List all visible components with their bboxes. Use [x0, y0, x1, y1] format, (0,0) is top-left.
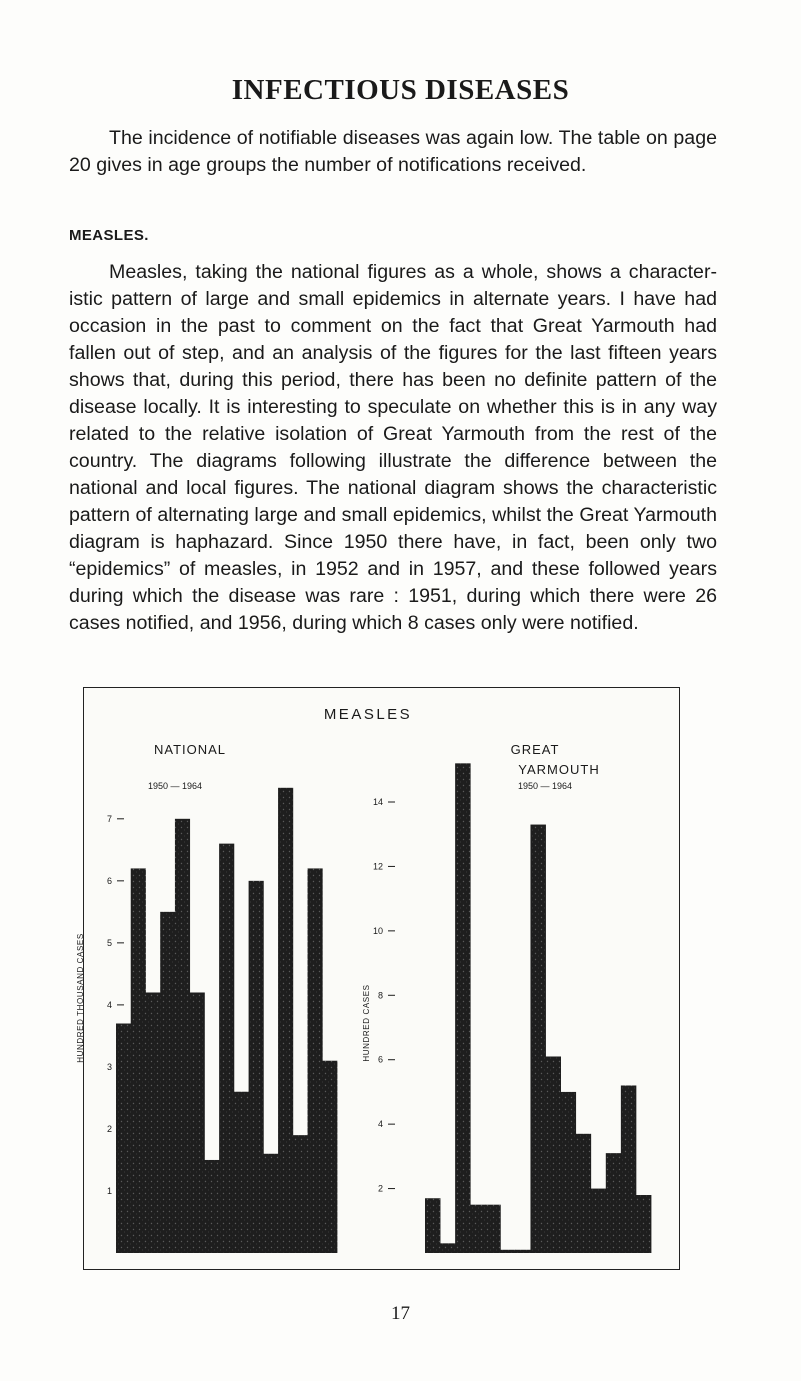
gy-bar-1959 — [561, 1092, 576, 1253]
gy-tick-label-10: 10 — [372, 925, 383, 936]
gy-chart-title-line1: GREAT — [510, 742, 560, 757]
national-tick-label-7: 7 — [106, 813, 112, 824]
national-bar-1955 — [190, 992, 205, 1253]
gy-bar-1951 — [440, 1243, 455, 1253]
national-bar-1951 — [131, 868, 146, 1253]
national-bar-1953 — [160, 912, 175, 1253]
national-tick-label-3: 3 — [106, 1061, 112, 1072]
gy-chart-title-line2: YARMOUTH — [518, 762, 600, 777]
gy-bar-1956 — [515, 1250, 530, 1253]
gy-bar-1963 — [621, 1085, 636, 1253]
gy-bar-1960 — [576, 1134, 591, 1253]
page-number: 17 — [391, 1303, 410, 1324]
national-bar-1961 — [278, 788, 293, 1253]
national-bar-1952 — [145, 992, 160, 1253]
measles-charts — [76, 688, 681, 1271]
national-bar-1964 — [322, 1061, 337, 1253]
gy-bar-1958 — [546, 1056, 561, 1253]
national-bar-1962 — [293, 1135, 308, 1253]
gy-bar-1962 — [606, 1153, 621, 1253]
national-bar-1957 — [219, 844, 234, 1253]
gy-bar-1954 — [485, 1205, 500, 1253]
gy-y-axis-label: HUNDRED CASES — [362, 984, 371, 1062]
gy-bar-1961 — [591, 1189, 606, 1253]
national-tick-label-4: 4 — [106, 999, 112, 1010]
gy-bar-1953 — [470, 1205, 485, 1253]
national-bar-1959 — [249, 881, 264, 1253]
national-tick-label-1: 1 — [106, 1185, 112, 1196]
national-bar-1963 — [308, 868, 323, 1253]
gy-bar-1957 — [530, 825, 545, 1253]
national-bar-1954 — [175, 819, 190, 1253]
page-title: INFECTIOUS DISEASES — [231, 74, 570, 106]
gy-tick-label-2: 2 — [377, 1183, 383, 1194]
national-tick-label-2: 2 — [106, 1123, 112, 1134]
gy-tick-label-8: 8 — [377, 990, 383, 1001]
national-tick-label-6: 6 — [106, 875, 112, 886]
national-y-axis-label: HUNDRED THOUSAND CASES — [76, 933, 85, 1063]
section-heading: MEASLES. — [69, 227, 149, 244]
gy-range-label: 1950 — 1964 — [518, 781, 573, 791]
intro-paragraph: The incidence of notifiable diseases was again low. The table on page 20 gives in age groups the number of notifications received. — [69, 127, 717, 176]
gy-tick-label-12: 12 — [372, 861, 383, 872]
gy-tick-label-4: 4 — [377, 1119, 383, 1130]
national-range-label: 1950 — 1964 — [148, 781, 203, 791]
measles-figure — [76, 687, 680, 1270]
national-bar-1960 — [263, 1154, 278, 1253]
gy-bar-1952 — [455, 763, 470, 1253]
chart-main-title: MEASLES — [323, 706, 413, 723]
measles-paragraph: Measles, taking the national figures as a whole, shows a characteristic pattern of large and small epidemics in alternate years. I have had occasion in the past to comment on the fact that Great Yarmouth had fallen out of step, and an analysis of the figures for the last fifteen years shows that, during this period, there has been no definite pattern of the disease locally. It is interesting to speculate on whether this is in any way related to the relative isolation of Great Yarmouth from the rest of the country. The diagrams following illustrate the difference between the national and local figures. The national diagram shows the characteristic pattern of alternating large and small epidemics, whilst the Great Yarmouth diagram is haphazard. Since 1950 there have, in fact, been only two “epidemics” of measles, in 1952 and in 1957, and these followed years during which the disease was rare : 1951, during which there were 26 cases notified, and 1956, during which 8 cases only were notified. — [69, 261, 717, 634]
national-bar-1956 — [204, 1160, 219, 1253]
gy-tick-label-6: 6 — [377, 1054, 383, 1065]
gy-bar-1964 — [636, 1195, 651, 1253]
national-bar-1950 — [116, 1024, 131, 1254]
national-chart-title: NATIONAL — [153, 742, 227, 757]
national-bar-1958 — [234, 1092, 249, 1253]
gy-bar-1950 — [425, 1198, 440, 1253]
gy-tick-label-14: 14 — [372, 797, 383, 807]
national-tick-label-5: 5 — [106, 937, 112, 948]
gy-bar-1955 — [500, 1250, 515, 1253]
